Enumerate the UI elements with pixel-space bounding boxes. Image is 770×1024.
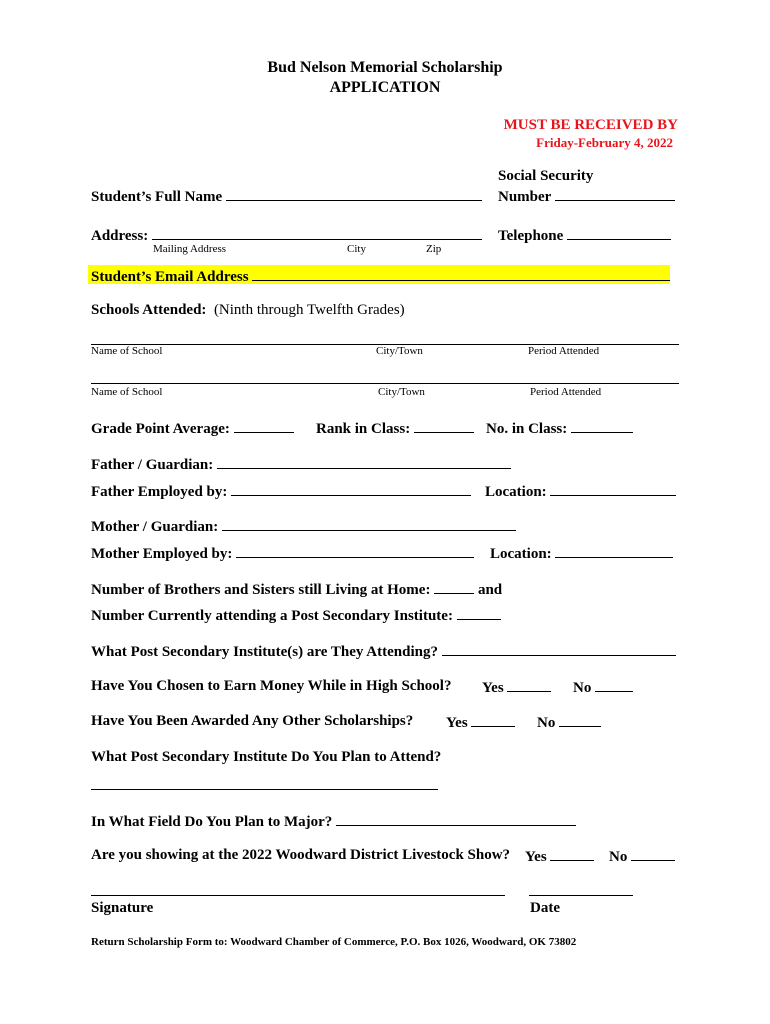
siblings-postsec-label: Number Currently attending a Post Secondary Institute: — [91, 608, 453, 624]
father-location-field[interactable] — [485, 482, 676, 501]
form-title: Bud Nelson Memorial Scholarship — [267, 59, 503, 76]
father-label: Father / Guardian: — [91, 457, 214, 473]
other-scholarships-question: Have You Been Awarded Any Other Scholarships? — [91, 713, 414, 729]
ssn-field[interactable] — [498, 187, 675, 206]
date-line[interactable] — [529, 895, 633, 896]
gpa-label: Grade Point Average: — [91, 421, 230, 437]
other-scholarships-no[interactable] — [537, 713, 601, 732]
email-label: Student’s Email Address — [91, 269, 249, 285]
mother-employed-field[interactable] — [91, 544, 474, 563]
major-field[interactable] — [91, 812, 576, 831]
form-subtitle: APPLICATION — [329, 79, 441, 96]
mother-field[interactable] — [91, 517, 516, 536]
school-2-period-caption: Period Attended — [530, 386, 602, 398]
father-employed-label: Father Employed by: — [91, 484, 228, 500]
father-employed-field[interactable] — [91, 482, 471, 501]
postsec-which-field[interactable] — [91, 642, 676, 661]
livestock-question: Are you showing at the 2022 Woodward District Livestock Show? — [91, 847, 511, 863]
earn-money-question: Have You Chosen to Earn Money While in High School? — [91, 678, 452, 694]
plan-attend-question: What Post Secondary Institute Do You Plan to Attend? — [91, 749, 442, 765]
earn-money-no[interactable] — [573, 678, 633, 697]
deadline-date: Friday-February 4, 2022 — [536, 135, 673, 150]
and-label: and — [477, 582, 503, 598]
no-in-class-label: No. in Class: — [486, 421, 568, 437]
school-1-name-caption: Name of School — [91, 345, 163, 357]
signature-line[interactable] — [91, 895, 505, 896]
school-1-period-caption: Period Attended — [528, 345, 600, 357]
schools-note: (Ninth through Twelfth Grades) — [213, 302, 405, 318]
no-in-class-field[interactable] — [486, 419, 633, 438]
postsec-which-label: What Post Secondary Institute(s) are They Attending? — [91, 644, 438, 660]
return-address: Return Scholarship Form to: Woodward Chamber of Commerce, P.O. Box 1026, Woodward, OK 73802 — [91, 936, 577, 948]
siblings-home-label: Number of Brothers and Sisters still Living at Home: — [91, 582, 431, 598]
rank-field[interactable] — [316, 419, 474, 438]
major-label: In What Field Do You Plan to Major? — [91, 814, 333, 830]
earn-money-yes-label: Yes — [482, 680, 504, 696]
livestock-no-label: No — [609, 849, 628, 865]
mother-location-field[interactable] — [490, 544, 673, 563]
rank-label: Rank in Class: — [316, 421, 411, 437]
full-name-field[interactable] — [91, 187, 482, 206]
telephone-label: Telephone — [498, 228, 564, 244]
ssn-number-label: Number — [498, 189, 552, 205]
address-field[interactable] — [91, 226, 482, 245]
ssn-label: Social Security — [498, 168, 594, 184]
other-scholarships-yes[interactable] — [446, 713, 515, 732]
city-caption: City — [347, 243, 366, 255]
signature-label: Signature — [91, 900, 154, 916]
zip-caption: Zip — [426, 243, 442, 255]
other-scholarships-yes-label: Yes — [446, 715, 468, 731]
livestock-yes-label: Yes — [525, 849, 547, 865]
schools-attended — [91, 302, 405, 319]
father-location-label: Location: — [485, 484, 547, 500]
telephone-field[interactable] — [498, 226, 671, 245]
full-name-label: Student’s Full Name — [91, 189, 223, 205]
mother-employed-label: Mother Employed by: — [91, 546, 233, 562]
date-label: Date — [530, 900, 560, 916]
deadline-label: MUST BE RECEIVED BY — [503, 117, 678, 133]
earn-money-yes[interactable] — [482, 678, 551, 697]
school-1-city-caption: City/Town — [376, 345, 423, 357]
siblings-postsec-field[interactable] — [91, 606, 501, 625]
mother-label: Mother / Guardian: — [91, 519, 219, 535]
school-2-line[interactable] — [91, 383, 679, 384]
earn-money-no-label: No — [573, 680, 592, 696]
father-field[interactable] — [91, 455, 511, 474]
school-2-name-caption: Name of School — [91, 386, 163, 398]
plan-attend-line[interactable] — [91, 789, 438, 790]
email-field[interactable] — [91, 267, 670, 286]
other-scholarships-no-label: No — [537, 715, 556, 731]
mother-location-label: Location: — [490, 546, 552, 562]
address-label: Address: — [91, 228, 149, 244]
gpa-field[interactable] — [91, 419, 294, 438]
schools-attended-label: Schools Attended: — [91, 302, 207, 318]
siblings-home-field[interactable] — [91, 580, 502, 599]
livestock-yes[interactable] — [525, 847, 594, 866]
livestock-no[interactable] — [609, 847, 675, 866]
mailing-address-caption: Mailing Address — [153, 243, 227, 255]
school-2-city-caption: City/Town — [378, 386, 425, 398]
